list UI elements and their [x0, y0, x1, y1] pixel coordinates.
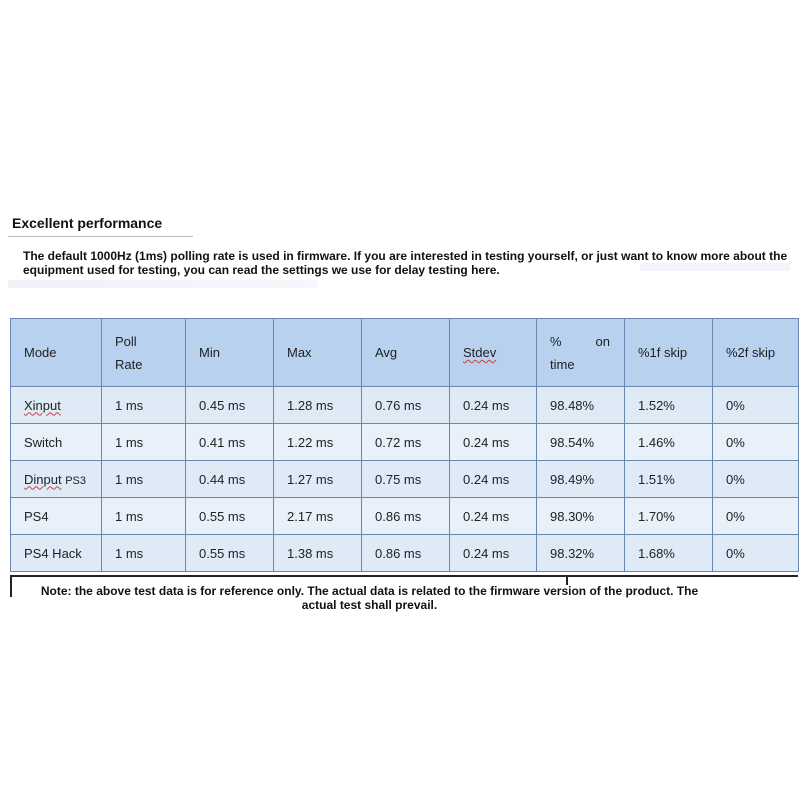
cell-stdev: 0.24 ms	[450, 498, 537, 535]
table-row	[11, 461, 799, 498]
cell-mode: PS4	[11, 498, 102, 535]
cell-avg: 0.75 ms	[362, 461, 450, 498]
header-avg: Avg	[362, 319, 450, 387]
footnote-line2: actual test shall prevail.	[301, 598, 438, 612]
cell-2f-skip: 0%	[713, 387, 799, 424]
cell-2f-skip: 0%	[713, 461, 799, 498]
table-row	[11, 424, 799, 461]
cell-mode	[11, 461, 102, 498]
cell-poll-rate: 1 ms	[102, 424, 186, 461]
section-heading: Excellent performance	[12, 215, 163, 231]
cell-on-time: 98.32%	[537, 535, 625, 572]
table-bottom-border	[10, 575, 798, 577]
cell-min: 0.45 ms	[186, 387, 274, 424]
cell-min: 0.55 ms	[186, 535, 274, 572]
cell-2f-skip: 0%	[713, 535, 799, 572]
cell-1f-skip: 1.68%	[625, 535, 713, 572]
cell-1f-skip: 1.51%	[625, 461, 713, 498]
header-on-time-time: time	[550, 356, 575, 372]
cell-on-time: 98.49%	[537, 461, 625, 498]
cell-stdev: 0.24 ms	[450, 535, 537, 572]
cell-max: 1.28 ms	[274, 387, 362, 424]
cell-mode: Switch	[11, 424, 102, 461]
cell-1f-skip: 1.46%	[625, 424, 713, 461]
intro-paragraph: The default 1000Hz (1ms) polling rate is used in firmware. If you are interested in testing yourself, or just want to know more about the equipment used for testing, you can read the settings we use for delay testing here.	[23, 249, 788, 277]
cell-min: 0.44 ms	[186, 461, 274, 498]
cell-avg: 0.86 ms	[362, 535, 450, 572]
table-header-row	[11, 319, 799, 387]
cell-stdev: 0.24 ms	[450, 387, 537, 424]
header-poll-rate	[102, 319, 186, 387]
cell-mode	[11, 387, 102, 424]
cell-mode-text: Xinput	[24, 397, 61, 413]
cell-stdev: 0.24 ms	[450, 424, 537, 461]
cell-2f-skip: 0%	[713, 424, 799, 461]
faded-text-artifact-right	[640, 263, 790, 271]
cell-avg: 0.72 ms	[362, 424, 450, 461]
cell-max: 1.22 ms	[274, 424, 362, 461]
footnote-line1: Note: the above test data is for reference only. The actual data is related to the firmware version of the product. The	[40, 584, 699, 598]
table-row	[11, 498, 799, 535]
performance-table	[10, 318, 799, 572]
cell-poll-rate: 1 ms	[102, 387, 186, 424]
cell-poll-rate: 1 ms	[102, 535, 186, 572]
cell-stdev: 0.24 ms	[450, 461, 537, 498]
cell-2f-skip: 0%	[713, 498, 799, 535]
cell-avg: 0.86 ms	[362, 498, 450, 535]
cell-max: 1.38 ms	[274, 535, 362, 572]
cell-on-time: 98.48%	[537, 387, 625, 424]
cell-max: 1.27 ms	[274, 461, 362, 498]
cell-min: 0.55 ms	[186, 498, 274, 535]
cell-1f-skip: 1.52%	[625, 387, 713, 424]
header-poll-rate-line2: Rate	[115, 356, 143, 372]
cell-mode-suffix: PS3	[65, 474, 86, 487]
cell-poll-rate: 1 ms	[102, 498, 186, 535]
cell-poll-rate: 1 ms	[102, 461, 186, 498]
faded-text-artifact	[8, 280, 318, 288]
header-1f-skip: %1f skip	[625, 319, 713, 387]
cell-mode-word: Dinput	[24, 471, 62, 487]
header-mode: Mode	[11, 319, 102, 387]
heading-divider	[8, 236, 193, 237]
table-row	[11, 387, 799, 424]
header-max: Max	[274, 319, 362, 387]
header-on-time	[537, 319, 625, 387]
table-row	[11, 535, 799, 572]
cell-on-time: 98.30%	[537, 498, 625, 535]
cell-1f-skip: 1.70%	[625, 498, 713, 535]
header-on-time-on: on	[595, 333, 610, 349]
cell-mode: PS4 Hack	[11, 535, 102, 572]
header-stdev	[450, 319, 537, 387]
cell-min: 0.41 ms	[186, 424, 274, 461]
header-min: Min	[186, 319, 274, 387]
header-stdev-label: Stdev	[463, 345, 497, 360]
footnote	[12, 584, 727, 612]
cell-max: 2.17 ms	[274, 498, 362, 535]
header-poll-rate-line1: Poll	[115, 333, 137, 349]
cell-on-time: 98.54%	[537, 424, 625, 461]
cell-avg: 0.76 ms	[362, 387, 450, 424]
header-2f-skip: %2f skip	[713, 319, 799, 387]
header-on-time-percent: %	[550, 333, 562, 349]
